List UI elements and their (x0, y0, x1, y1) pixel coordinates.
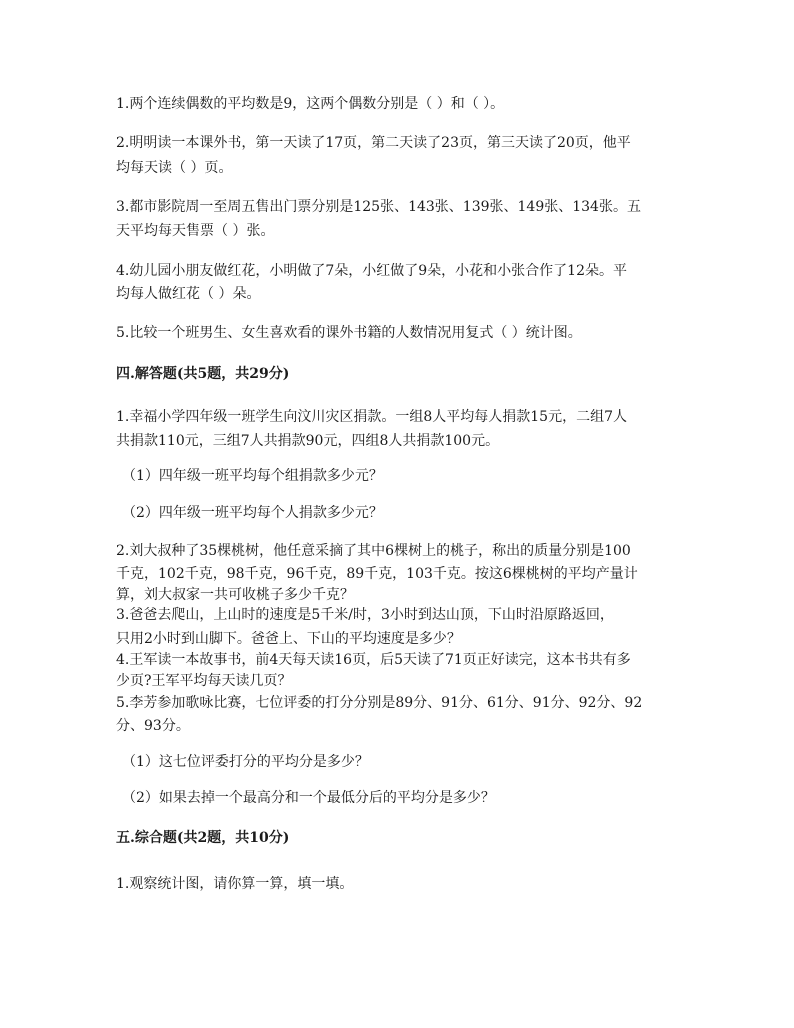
answer-question-1-line-2: 共捐款110元，三组7人共捐款90元，四组8人共捐款100元。 (116, 433, 500, 449)
fill-blank-question-4-line-2: 均每人做红花（ ）朵。 (116, 286, 261, 302)
fill-blank-question-2-line-2: 均每天读（ ）页。 (116, 160, 233, 176)
answer-question-3-line-2: 只用2小时到山脚下。爸爸上、下山的平均速度是多少？ (116, 631, 461, 647)
fill-blank-question-5: 5.比较一个班男生、女生喜欢看的课外书籍的人数情况用复式（ ）统计图。 (116, 325, 582, 341)
answer-question-3-line-1: 3.爸爸去爬山，上山时的速度是5千米/时，3小时到达山顶，下山时沿原路返回， (116, 607, 614, 623)
answer-question-5-line-2: 分、93分。 (116, 718, 190, 734)
section-heading-answer-questions: 四.解答题(共5题，共29分) (116, 366, 290, 382)
fill-blank-question-4-line-1: 4.幼儿园小朋友做红花，小明做了7朵，小红做了9朵，小花和小张合作了12朵。平 (116, 263, 627, 279)
fill-blank-question-1: 1.两个连续偶数的平均数是9，这两个偶数分别是（ ）和（ ）。 (116, 96, 505, 112)
answer-question-4-line-2: 少页?王军平均每天读几页？ (116, 673, 292, 689)
fill-blank-question-3-line-2: 天平均每天售票（ ）张。 (116, 223, 275, 239)
answer-question-2-line-1: 2.刘大叔种了35棵桃树，他任意采摘了其中6棵树上的桃子，称出的质量分别是100 (116, 543, 631, 559)
answer-question-5-part-1: （1）这七位评委打分的平均分是多少？ (122, 754, 369, 770)
answer-question-4-line-1: 4.王军读一本故事书，前4天每天读16页，后5天读了71页正好读完，这本书共有多 (116, 652, 631, 668)
answer-question-1-line-1: 1.幸福小学四年级一班学生向汶川灾区捐款。一组8人平均每人捐款15元，二组7人 (116, 409, 627, 425)
answer-question-5-line-1: 5.李芳参加歌咏比赛，七位评委的打分分别是89分、91分、61分、91分、92分、92 (116, 695, 643, 711)
answer-question-2-line-3: 算，刘大叔家一共可收桃子多少千克？ (116, 587, 354, 603)
fill-blank-question-3-line-1: 3.都市影院周一至周五售出门票分别是125张、143张、139张、149张、134张。五 (116, 199, 641, 215)
answer-question-5-part-2: （2）如果去掉一个最高分和一个最低分后的平均分是多少？ (122, 790, 495, 806)
answer-question-1-part-1: （1）四年级一班平均每个组捐款多少元？ (122, 468, 383, 484)
answer-question-2-line-2: 千克，102千克，98千克，96千克，89千克，103千克。按这6棵桃树的平均产量计 (116, 566, 638, 582)
answer-question-1-part-2: （2）四年级一班平均每个人捐款多少元？ (122, 505, 383, 521)
fill-blank-question-2-line-1: 2.明明读一本课外书，第一天读了17页，第二天读了23页，第三天读了20页，他平 (116, 135, 631, 151)
section-heading-comprehensive: 五.综合题(共2题，共10分) (116, 830, 290, 846)
comprehensive-question-1: 1.观察统计图，请你算一算，填一填。 (116, 876, 354, 892)
